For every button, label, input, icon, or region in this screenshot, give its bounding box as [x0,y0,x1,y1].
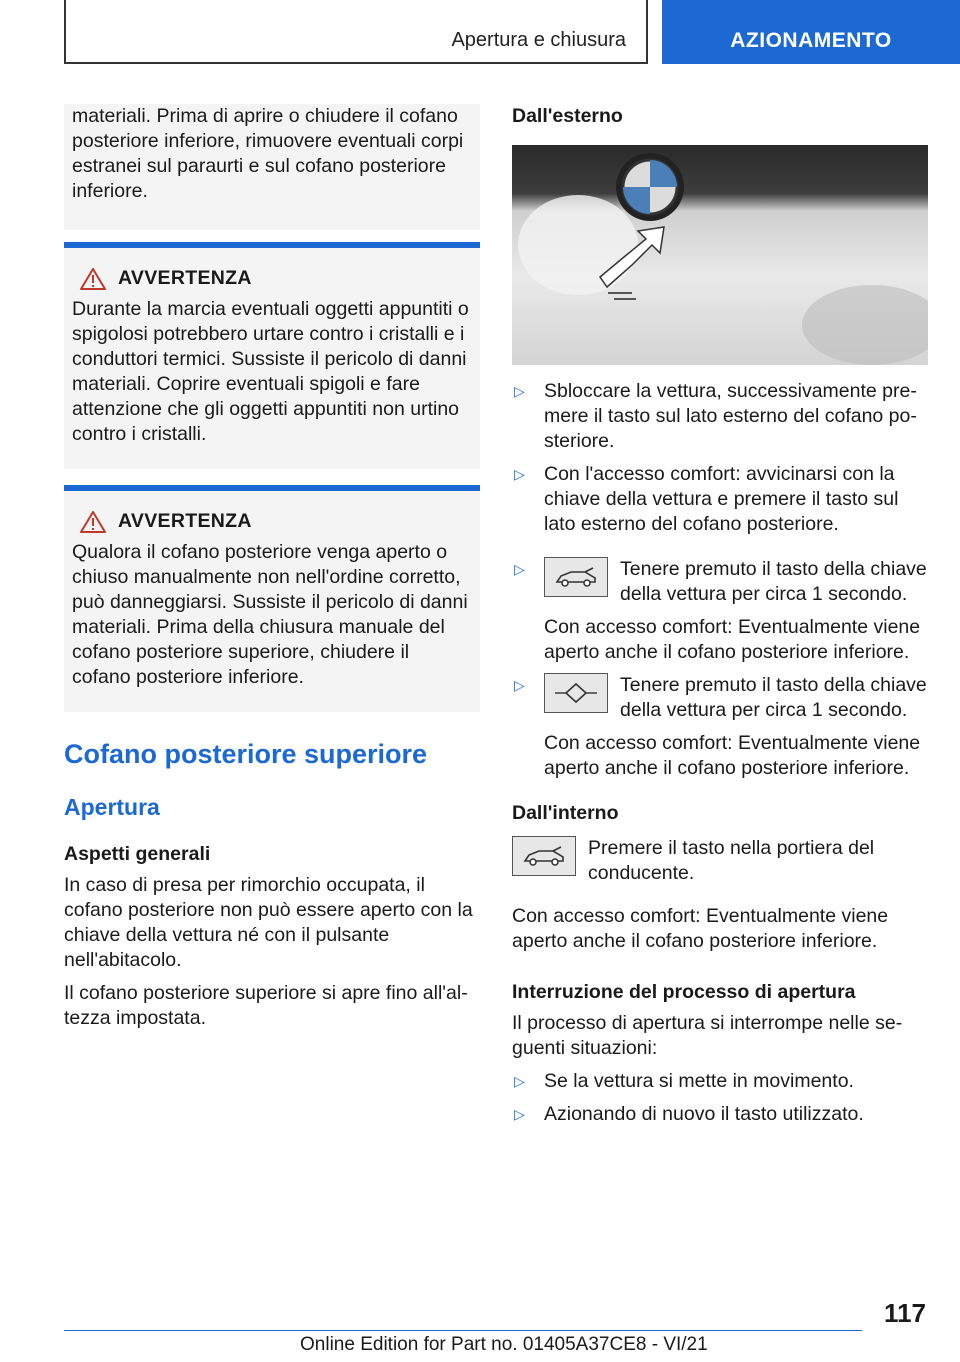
bullet-marker: ▷ [514,1106,525,1122]
bullet-list-1 [512,379,928,537]
bullet-marker: ▷ [514,1073,525,1089]
tailgate-illustration [512,145,928,365]
warning-text-2: Qualora il cofano posteriore venga aperto o chiuso manualmente non nell'ordine corretto, può danneggiarsi. Sussiste il pericolo di danni materiali. Prima della chiusura manuale del cofano posteriore superiore, chiudere il cofano posteriore inferiore. [72,541,468,688]
warning-title-2 [80,509,472,534]
bullet-marker: ▷ [514,561,525,577]
inside-text: Premere il tasto nella portiera del conducente. [588,837,875,884]
chapter-title: AZIONAMENTO [730,29,892,52]
from-inside-heading: Dall'interno [512,802,619,824]
key-item-1 [512,557,928,665]
warning-triangle-icon [80,268,106,290]
comfort-note: Con accesso comfort: Eventualmente viene aperto anche il cofano posteriore inferiore. [512,905,889,952]
paragraph-trailer: In caso di presa per rimorchio occupata, il cofano posteriore non può essere aperto con la chiave della vettura né con il pulsante nell'abitacolo. [64,874,473,971]
from-outside-heading: Dall'esterno [512,105,623,127]
interrupt-heading: Interruzione del processo di apertura [512,981,856,1003]
list-item [512,1069,928,1094]
bullet-marker: ▷ [514,466,525,482]
list-item-text: Con l'accesso comfort: avvicinarsi con la chiave della vettura e premere il tasto sul lato esterno del cofano posteriore. [544,463,899,535]
warning-title-text-1: AVVERTENZA [118,267,252,289]
warning-title-1 [80,266,472,291]
bullet-marker: ▷ [514,383,525,399]
bullet-list-2 [512,1069,928,1127]
car-tailgate-key-icon [544,557,608,597]
key-item-1-sub: Con accesso comfort: Eventualmente viene aperto anche il cofano posteriore inferiore. [544,616,921,663]
bullet-marker: ▷ [514,677,525,693]
paragraph-height: Il cofano posteriore superiore si apre fino all'altezza impostata. [64,982,468,1029]
door-button-icon [512,836,576,876]
warning-box-1 [64,242,480,469]
warning-triangle-icon [80,511,106,533]
section-heading: Cofano posteriore superiore [64,739,428,769]
subsection-heading: Apertura [64,794,160,820]
warning-title-text-2: AVVERTENZA [118,510,252,532]
key-item-2-sub: Con accesso comfort: Eventualmente viene aperto anche il cofano posteriore inferiore. [544,732,921,779]
interrupt-text: Il processo di apertura si interrompe nelle seguenti situazioni: [512,1012,903,1059]
chapter-tab[interactable] [662,0,960,64]
subheading-general: Aspetti generali [64,843,211,865]
key-item-2-text: Tenere premuto il tasto della chiave della vettura per circa 1 secondo. [620,674,927,721]
key-item-1-text: Tenere premuto il tasto della chiave della vettura per circa 1 secondo. [620,558,927,605]
inside-item [512,836,928,886]
right-column [512,104,928,1127]
warning-text-1: Durante la marcia eventuali oggetti appuntiti o spigolosi potrebbero urtare contro i cristalli e i conduttori termici. Sussiste il pericolo di danni materiali. Coprire eventuali spigoli e fare attenzione che gli oggetti appuntiti non urtino contro i cristalli. [72,298,469,445]
left-column [64,104,480,1031]
page-number: 117 [884,1298,926,1328]
warning-box-2 [64,485,480,712]
intro-text: materiali. Prima di aprire o chiudere il cofano posteriore inferiore, rimuovere eventuali corpi estranei sul paraurti e sul cofano posteriore inferiore. [72,105,464,202]
list-item [512,379,928,454]
diamond-key-icon [544,673,608,713]
key-item-2 [512,673,928,781]
list-item [512,462,928,537]
section-title: Apertura e chiusura [451,29,626,51]
footer-divider [64,1330,862,1331]
list-item-text: Azionando di nuovo il tasto utilizzato. [544,1103,864,1125]
tailgate-photo [512,145,928,365]
edition-text: Online Edition for Part no. 01405A37CE8 - VI/21 [300,1334,708,1355]
list-item [512,1102,928,1127]
list-item-text: Se la vettura si mette in movimento. [544,1070,854,1092]
intro-box [64,104,480,230]
list-item-text: Sbloccare la vettura, successivamente premere il tasto sul lato esterno del cofano posteriore. [544,380,917,452]
